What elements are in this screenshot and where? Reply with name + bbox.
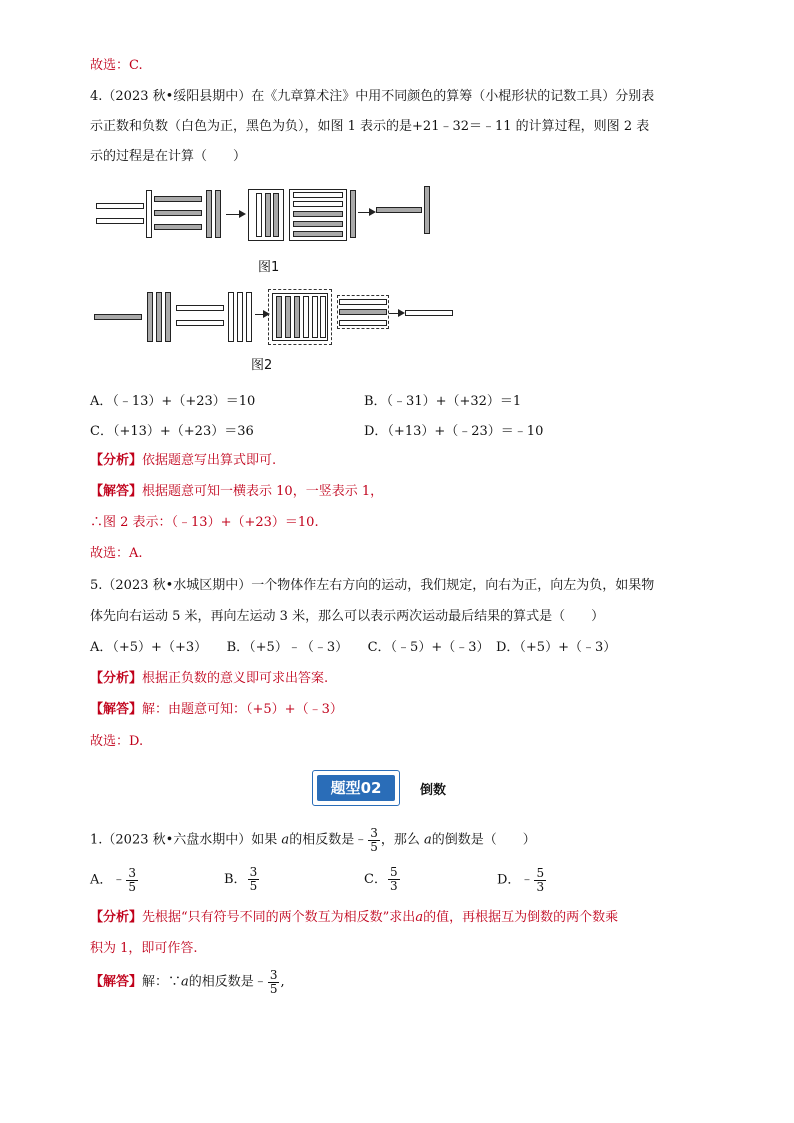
figure-1-caption: 图1 bbox=[258, 260, 280, 275]
s2q1-option-d: D．﹣ $\frac{5}{3}$ bbox=[497, 865, 545, 894]
q4-therefore: ∴图 2 表示：（﹣13）+（+23）＝10. bbox=[90, 515, 319, 530]
prev-answer: 故选：C. bbox=[90, 58, 143, 73]
q4-stem-line1: 4.（2023 秋•绥阳县期中）在《九章算术注》中用不同颜色的算筹（小棍形状的记数工具）分别表 bbox=[90, 89, 655, 104]
s2q1-solution: 【解答】解：∵a的相反数是﹣ $\frac{3}{5}$ , bbox=[90, 967, 285, 996]
q4-analysis: 【分析】依据题意写出算式即可. bbox=[90, 453, 277, 468]
q5-options: A．（+5）+（+3） B．（+5）﹣（﹣3） C．（﹣5）+（﹣3） D．（+5）+（﹣3） bbox=[90, 640, 617, 655]
q5-answer: 故选：D. bbox=[90, 734, 144, 749]
q4-option-a: A．（﹣13）+（+23）＝10 bbox=[90, 394, 256, 409]
q5-solution: 【解答】解：由题意可知：（+5）+（﹣3） bbox=[90, 702, 343, 717]
s2q1-option-b: B． $\frac{3}{5}$ bbox=[224, 865, 258, 893]
q4-stem-line3: 示的过程是在计算（ ） bbox=[90, 149, 247, 164]
section-badge: 题型02 bbox=[312, 770, 400, 806]
q4-option-c: C．（+13）+（+23）＝36 bbox=[90, 424, 254, 439]
q4-stem-line2: 示正数和负数（白色为正，黑色为负），如图 1 表示的是+21﹣32＝﹣11 的计算过程，则图 2 表 bbox=[90, 119, 650, 134]
q4-option-d: D．（+13）+（﹣23）＝﹣10 bbox=[364, 424, 544, 439]
s2q1-option-c: C． $\frac{5}{3}$ bbox=[364, 865, 398, 893]
s2q1-analysis: 【分析】先根据“只有符号不同的两个数互为相反数”求出a的值，再根据互为倒数的两个数乘 bbox=[90, 910, 619, 925]
s2q1-option-a: A．﹣ $\frac{3}{5}$ bbox=[90, 865, 137, 894]
figure-2-caption: 图2 bbox=[251, 358, 273, 373]
q5-stem-line1: 5.（2023 秋•水城区期中）一个物体作左右方向的运动，我们规定，向右为正，向左为负，如果物 bbox=[90, 578, 655, 593]
q4-solution: 【解答】根据题意可知一横表示 10，一竖表示 1， bbox=[90, 484, 384, 499]
s2q1-stem: 1.（2023 秋•六盘水期中）如果 a的相反数是﹣ $\frac{3}{5}$ ，那么 a的倒数是（ ） bbox=[90, 825, 536, 854]
section-title: 倒数 bbox=[420, 783, 447, 798]
q4-answer: 故选：A. bbox=[90, 546, 143, 561]
q5-stem-line2: 体先向右运动 5 米，再向左运动 3 米，那么可以表示两次运动最后结果的算式是（ ） bbox=[90, 609, 605, 624]
q5-analysis: 【分析】根据正负数的意义即可求出答案. bbox=[90, 671, 329, 686]
s2q1-analysis-line2: 积为 1，即可作答. bbox=[90, 941, 198, 956]
q4-option-b: B．（﹣31）+（+32）＝1 bbox=[364, 394, 522, 409]
